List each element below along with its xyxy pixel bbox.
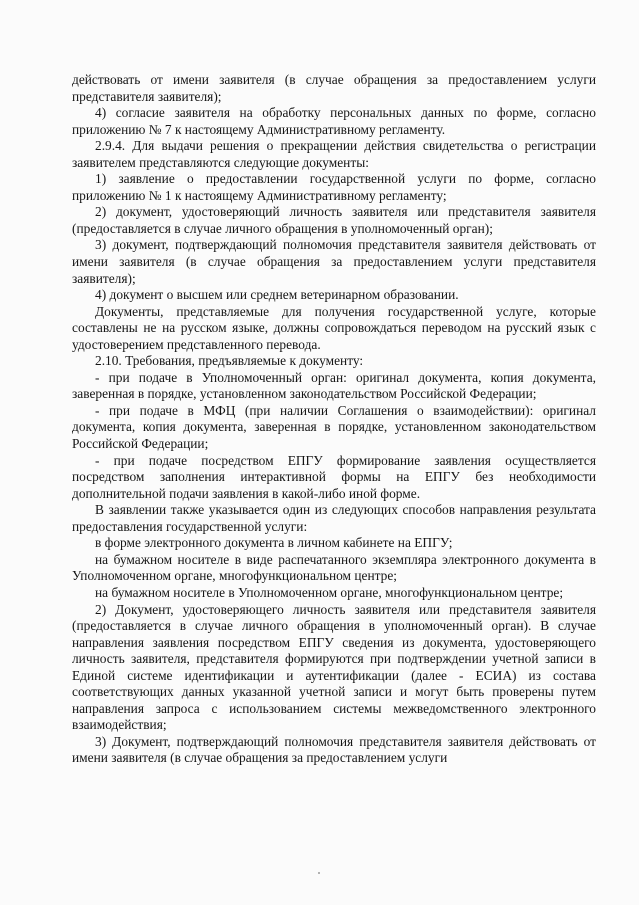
paragraph: на бумажном носителе в Уполномоченном органе, многофункциональном центре; <box>95 584 564 600</box>
paragraph: 2) Документ, удостоверяющего личность заявителя или представителя заявителя (предоставляется в случае личного обращения в уполномоченный орган). В случае направления заявления посредством ЕПГУ сведения из документа, удостоверяющего личность заявителя, представителя формируются при подтверждении учетной записи в Единой системе идентификации и аутентификации (далее - ЕСИА) из состава соответствующих данных указанной учетной записи и могут быть проверены путем направления запроса с использованием системы межведомственного электронного взаимодействия; <box>72 601 596 733</box>
paragraph: действовать от имени заявителя (в случае обращения за предоставлением услуги представителя заявителя); <box>72 72 596 104</box>
paragraph: - при подаче посредством ЕПГУ формирование заявления осуществляется посредством заполнения интерактивной формы на ЕПГУ без необходимости дополнительной подачи заявления в какой-либо иной форме. <box>72 452 596 501</box>
paragraph: 2.10. Требования, предъявляемые к документу: <box>95 353 364 369</box>
paragraph: в форме электронного документа в личном кабинете на ЕПГУ; <box>95 535 453 551</box>
paragraph: 3) Документ, подтверждающий полномочия представителя заявителя действовать от имени заявителя (в случае обращения за предоставлением услуги <box>72 733 596 766</box>
paragraph: - при подаче в Уполномоченный орган: оригинал документа, копия документа, заверенная в порядке, установленном законодательством Российской Федерации; <box>72 369 596 402</box>
paragraph: Документы, представляемые для получения государственной услуге, которые составлены не на русском языке, должны сопровождаться переводом на русский язык с удостоверением представленного перевода. <box>72 303 596 352</box>
scan-speck <box>318 872 320 874</box>
paragraph: 2.9.4. Для выдачи решения о прекращении действия свидетельства о регистрации заявителем представляются следующие документы: <box>72 138 596 170</box>
paragraph: на бумажном носителе в виде распечатанного экземпляра электронного документа в Уполномоченном органе, многофункциональном центре; <box>72 551 596 584</box>
paragraph: 4) документ о высшем или среднем ветеринарном образовании. <box>95 287 459 303</box>
paragraph: - при подаче в МФЦ (при наличии Соглашения о взаимодействии): оригинал документа, копия документа, заверенная в порядке, установленном законодательством Российской Федерации; <box>72 402 596 452</box>
document-body <box>72 72 596 767</box>
paragraph: В заявлении также указывается один из следующих способов направления результата предоставления государственной услуги: <box>72 502 596 534</box>
paragraph: 4) согласие заявителя на обработку персональных данных по форме, согласно приложению № 7 к настоящему Административному регламенту. <box>72 105 596 137</box>
paragraph: 1) заявление о предоставлении государственной услуги по форме, согласно приложению № 1 к настоящему Административному регламенту; <box>72 171 596 203</box>
paragraph: 2) документ, удостоверяющий личность заявителя или представителя заявителя (предоставляется в случае личного обращения в уполномоченный орган); <box>72 204 596 236</box>
paragraph: 3) документ, подтверждающий полномочия представителя заявителя действовать от имени заявителя (в случае обращения за предоставлением услуги представителя заявителя); <box>72 237 596 286</box>
